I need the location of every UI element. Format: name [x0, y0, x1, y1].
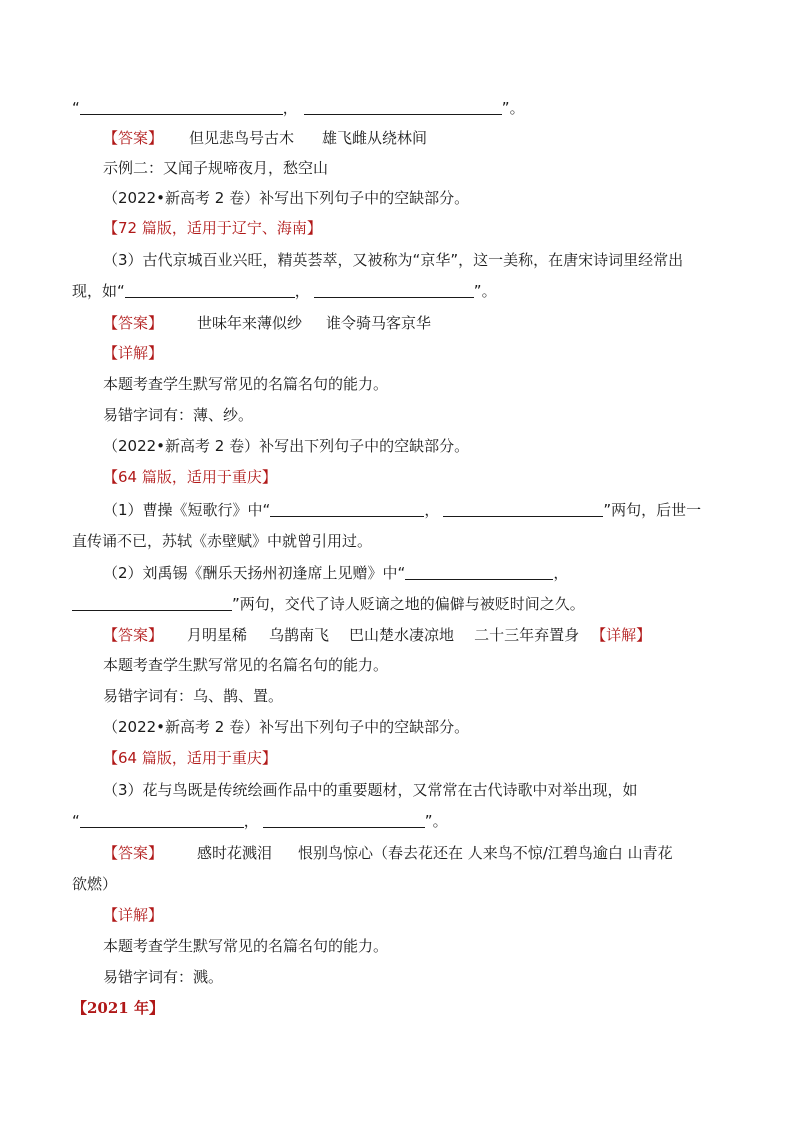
answer-blank	[314, 282, 474, 298]
answer-blank	[125, 282, 295, 298]
version-label: 【72 篇版，适用于辽宁、海南】	[103, 219, 322, 237]
question-text: ”两句，交代了诗人贬谪之地的偏僻与被贬时间之久。	[72, 594, 585, 614]
answer-blank	[80, 812, 244, 828]
answer-text: 月明星稀	[187, 626, 248, 644]
question-text: （3）古代京城百业兴旺，精英荟萃，又被称为“京华”，这一美称，在唐宋诗词里经常出	[103, 251, 684, 269]
answer-text: 乌鹊南飞	[269, 626, 330, 644]
question-text: （3）花与鸟既是传统绘画作品中的重要题材，又常常在古代诗歌中对举出现，如	[103, 781, 638, 799]
answer-line	[103, 843, 673, 863]
version-label: 【64 篇版，适用于重庆】	[103, 749, 277, 767]
source-line: （2022•新高考 2 卷）补写出下列句子中的空缺部分。	[103, 437, 470, 455]
explanation-text: 本题考查学生默写常见的名篇名句的能力。	[103, 375, 389, 393]
explanation-text: 本题考查学生默写常见的名篇名句的能力。	[103, 656, 389, 674]
question-text: “ ， ”。	[72, 812, 448, 830]
answer-text: 欲燃）	[72, 875, 118, 893]
source-line: （2022•新高考 2 卷）补写出下列句子中的空缺部分。	[103, 718, 470, 736]
source-line: （2022•新高考 2 卷）补写出下列句子中的空缺部分。	[103, 189, 470, 207]
answer-line	[103, 128, 427, 148]
answer-label: 【答案】	[103, 129, 164, 147]
detail-label: 【详解】	[591, 626, 652, 644]
answer-blank	[443, 501, 603, 517]
fill-blank-line: “ ， ”。	[72, 99, 525, 117]
explanation-text: 本题考查学生默写常见的名篇名句的能力。	[103, 937, 389, 955]
error-words: 易错字词有：溅。	[103, 968, 224, 986]
answer-text: 恨别鸟惊心（春去花还在 人来鸟不惊/江碧鸟逾白 山青花	[298, 844, 673, 862]
year-heading: 【2021 年】	[72, 999, 164, 1017]
answer-blank	[80, 99, 283, 115]
answer-blank	[304, 99, 502, 115]
answer-blank	[263, 812, 425, 828]
question-text: （2）刘禹锡《酬乐天扬州初逢席上见赠》中“ ，	[103, 564, 569, 582]
answer-text: 感时花溅泪	[197, 844, 273, 862]
answer-label: 【答案】	[103, 626, 164, 644]
answer-text: 但见悲鸟号古木	[189, 129, 295, 147]
answer-blank	[72, 595, 232, 611]
question-text: 现，如“ ， ”。	[72, 282, 497, 300]
answer-label: 【答案】	[103, 314, 164, 332]
answer-line	[103, 313, 431, 333]
answer-blank	[405, 564, 553, 580]
answer-line	[103, 625, 651, 645]
example-line: 示例二：又闻子规啼夜月，愁空山	[103, 159, 329, 177]
answer-text: 谁令骑马客京华	[326, 314, 432, 332]
detail-label: 【详解】	[103, 344, 164, 362]
answer-label: 【答案】	[103, 844, 164, 862]
detail-label: 【详解】	[103, 906, 164, 924]
answer-text: 世味年来薄似纱	[197, 314, 303, 332]
answer-text: 雄飞雌从绕林间	[322, 129, 428, 147]
error-words: 易错字词有：乌、鹊、置。	[103, 687, 284, 705]
question-text: （1）曹操《短歌行》中“ ， ”两句，后世一	[103, 501, 702, 519]
answer-text: 巴山楚水凄凉地	[349, 626, 455, 644]
answer-blank	[270, 501, 424, 517]
answer-text: 二十三年弃置身	[474, 626, 580, 644]
error-words: 易错字词有：薄、纱。	[103, 406, 254, 424]
version-label: 【64 篇版，适用于重庆】	[103, 468, 277, 486]
question-text: 直传诵不已，苏轼《赤壁赋》中就曾引用过。	[72, 532, 373, 550]
